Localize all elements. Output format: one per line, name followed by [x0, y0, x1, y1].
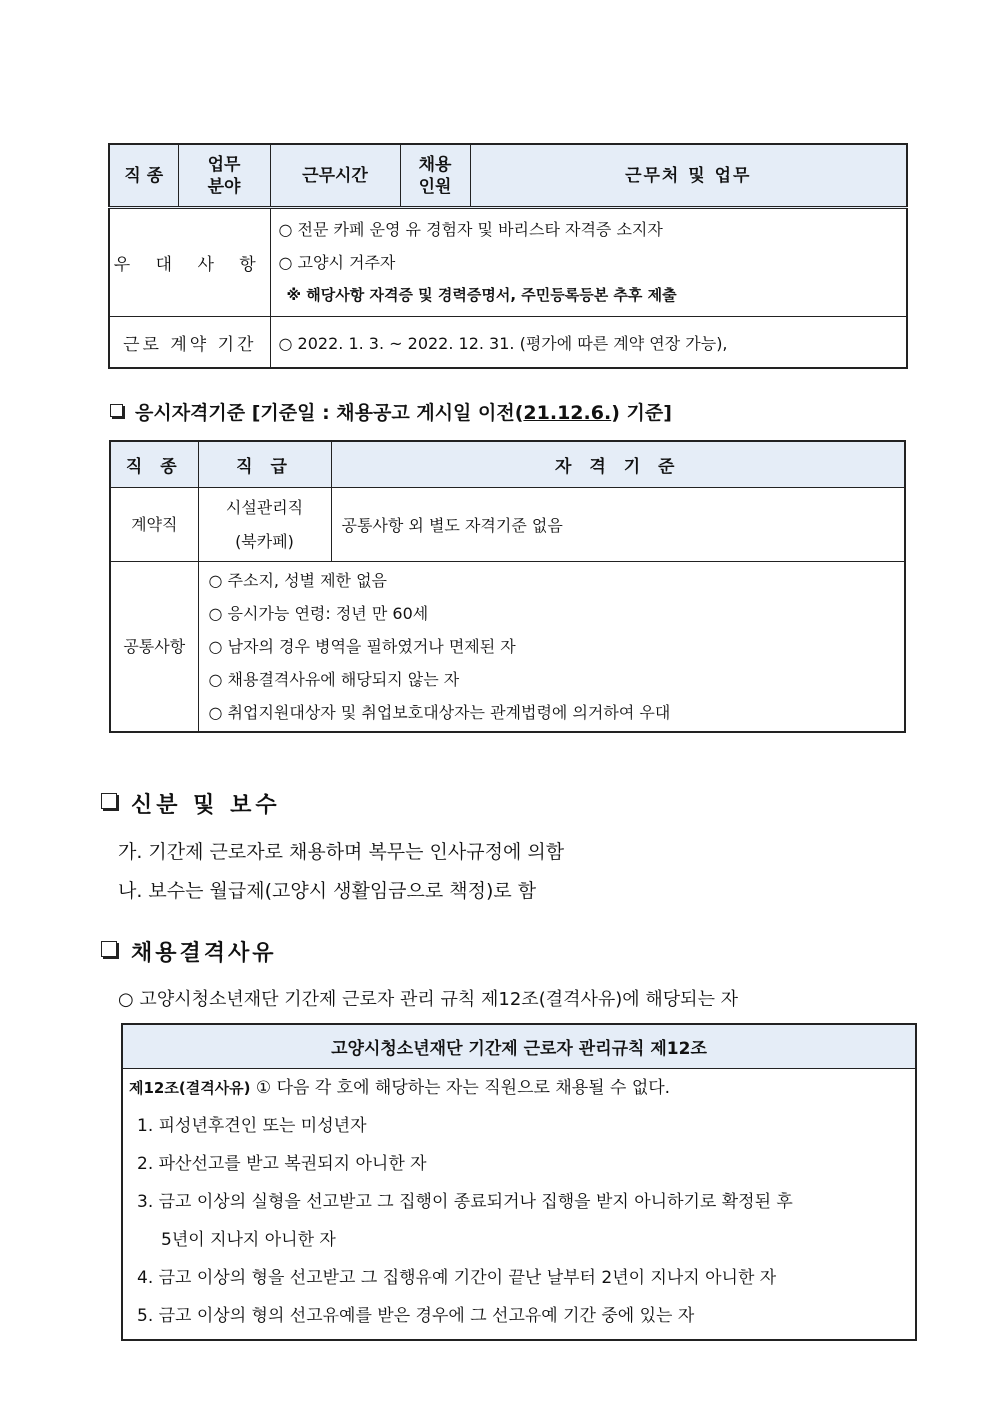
regulation-item: 4. 금고 이상의 형을 선고받고 그 집행유예 기간이 끝난 날부터 2년이 지나지 아니한 자 — [137, 1268, 777, 1288]
common-line: ○ 남자의 경우 병역을 필하였거나 면제된 자 — [208, 637, 516, 656]
preference-note: ※ 해당사항 자격증 및 경력증명서, 주민등록등본 추후 제출 — [286, 286, 677, 304]
grade-text: 시설관리직 (북카페) — [225, 497, 304, 551]
regulation-item: 5. 금고 이상의 형의 선고유예를 받은 경우에 그 선고유예 기간 중에 있는 자 — [137, 1306, 695, 1326]
qualification-table-header — [110, 441, 905, 488]
contract-worker-row — [110, 488, 905, 562]
regulation-item: 1. 피성년후견인 또는 미성년자 — [137, 1116, 367, 1136]
disqualification-intro: ○ 고양시청소년재단 기간제 근로자 관리 규칙 제12조(결격사유)에 해당되는 자 — [118, 989, 739, 1010]
preference-line: ○ 전문 카페 운영 유 경험자 및 바리스타 자격증 소지자 — [278, 220, 663, 239]
qualification-title-pre: 응시자격기준 [기준일 : 채용공고 게시일 이전( — [135, 402, 524, 424]
square-bullet-icon — [101, 941, 117, 957]
header-job-type: 직 종 — [109, 144, 178, 208]
job-table — [108, 143, 908, 369]
common-line: ○ 응시가능 연령: 정년 만 60세 — [208, 604, 429, 623]
article-line — [129, 1069, 915, 1107]
header-workplace-duty: 근무처 및 업무 — [470, 144, 907, 208]
status-item: 나. 보수는 월급제(고양시 생활임금으로 책정)로 함 — [118, 880, 537, 902]
status-title: 신분 및 보수 — [131, 793, 281, 818]
disqualification-title: 채용결격사유 — [131, 941, 277, 966]
regulation-table — [121, 1023, 917, 1341]
header-headcount — [400, 144, 470, 208]
contract-row — [109, 317, 907, 369]
square-bullet-icon — [101, 793, 117, 809]
qualification-date: 21.12.6. — [523, 402, 612, 424]
header-work-field-text: 업무 분야 — [207, 154, 241, 197]
common-row — [110, 562, 905, 733]
header-work-hours: 근무시간 — [270, 144, 400, 208]
common-line: ○ 취업지원대상자 및 취업보호대상자는 관계법령에 의거하여 우대 — [208, 703, 671, 722]
header-grade: 직 급 — [198, 441, 331, 488]
header-criteria: 자 격 기 준 — [331, 441, 905, 488]
square-bullet-icon — [110, 404, 123, 417]
preference-label: 우 대 사 항 — [109, 208, 270, 317]
qualification-title-post: ) 기준] — [611, 402, 672, 424]
grade-cell — [198, 488, 331, 562]
disqualification-heading — [101, 936, 277, 967]
common-label: 공통사항 — [110, 562, 198, 733]
regulation-item: 3. 금고 이상의 실형을 선고받고 그 집행이 종료되거나 집행을 받지 아니하기로 확정된 후 — [137, 1192, 793, 1212]
common-line: ○ 채용결격사유에 해당되지 않는 자 — [208, 670, 460, 689]
regulation-body — [122, 1069, 916, 1341]
qualification-heading — [110, 398, 672, 425]
common-content — [198, 562, 905, 733]
article-text: ① 다음 각 호에 해당하는 자는 직원으로 채용될 수 없다. — [250, 1078, 671, 1098]
regulation-item-continued: 5년이 지나지 아니한 자 — [161, 1230, 336, 1250]
preference-line: ○ 고양시 거주자 — [278, 253, 396, 272]
job-table-header — [109, 144, 907, 208]
regulation-body-row — [122, 1069, 916, 1341]
regulation-item: 2. 파산선고를 받고 복권되지 아니한 자 — [137, 1154, 427, 1174]
common-line: ○ 주소지, 성별 제한 없음 — [208, 571, 387, 590]
status-heading — [101, 788, 281, 819]
regulation-title: 고양시청소년재단 기간제 근로자 관리규칙 제12조 — [122, 1024, 916, 1069]
regulation-table-header — [122, 1024, 916, 1069]
contract-period: ○ 2022. 1. 3. ~ 2022. 12. 31. (평가에 따른 계약 연장 가능), — [270, 317, 907, 369]
preference-content — [270, 208, 907, 317]
job-type-cell: 계약직 — [110, 488, 198, 562]
contract-label: 근로 계약 기간 — [109, 317, 270, 369]
status-item: 가. 기간제 근로자로 채용하며 복무는 인사규정에 의함 — [118, 841, 565, 863]
qualification-table — [109, 440, 906, 733]
header-headcount-text: 채용 인원 — [418, 154, 452, 197]
preference-row — [109, 208, 907, 317]
article-number: 제12조(결격사유) — [129, 1079, 251, 1097]
criteria-cell: 공통사항 외 별도 자격기준 없음 — [331, 488, 905, 562]
header-work-field — [178, 144, 270, 208]
header-job-type: 직 종 — [110, 441, 198, 488]
